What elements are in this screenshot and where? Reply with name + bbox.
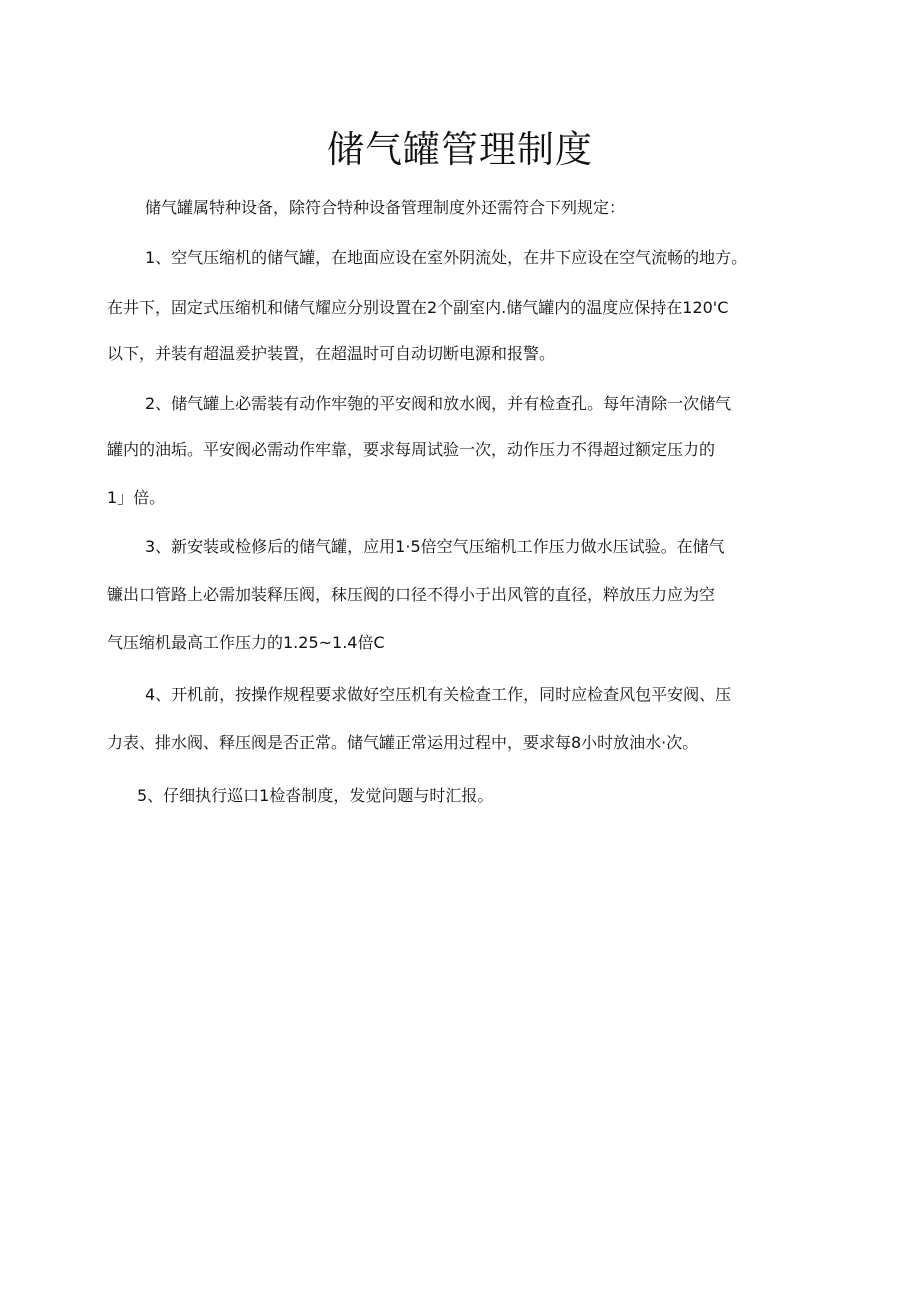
rule-line: 2、储气罐上必需装有动作牢匏的平安阀和放水阀，并有检查孔。每年清除一次储气 [145, 394, 732, 413]
rule-line: 在井下，固定式压缩机和储气耀应分别设置在2个副室内.储气罐内的温度应保持在120'C [107, 298, 729, 317]
rule-line: 镰出口管路上必需加装释压阀，秣压阀的口径不得小于出风管的直径，粹放压力应为空 [107, 585, 716, 604]
rule-line: 罐内的油垢。平安阀必需动作牢靠，要求每周试验一次，动作压力不得超过额定压力的 [107, 440, 716, 459]
rule-line: 以下，并装有超温爰护装置，在超温时可自动切断电源和报警。 [107, 344, 556, 363]
rule-line: 力表、排水阀、释压阀是否正常。储气罐正常运用过程中，要求每8小时放油水·次。 [107, 733, 699, 752]
document-title: 储气罐管理制度 [327, 128, 593, 171]
rule-line: 1」倍。 [107, 488, 166, 507]
rule-line: 5、仔细执行巡口1检沓制度，发觉问题与时汇报。 [137, 786, 494, 805]
rule-line: 气压缩机最高工作压力的1.25~1.4倍C [107, 633, 385, 652]
rule-line: 4、开机前，按操作规程要求做好空压机有关检查工作，同时应检查风包平安阀、压 [145, 685, 732, 704]
rule-line: 1、空气压缩机的储气罐，在地面应设在室外阴流处，在井下应设在空气流畅的地方。 [145, 248, 748, 267]
intro-paragraph: 储气罐属特种设备，除符合特种设备管理制度外还需符合下列规定： [145, 198, 626, 217]
rule-line: 3、新安装或检修后的储气罐，应用1·5倍空气压缩机工作压力做水压试验。在储气 [145, 537, 725, 556]
